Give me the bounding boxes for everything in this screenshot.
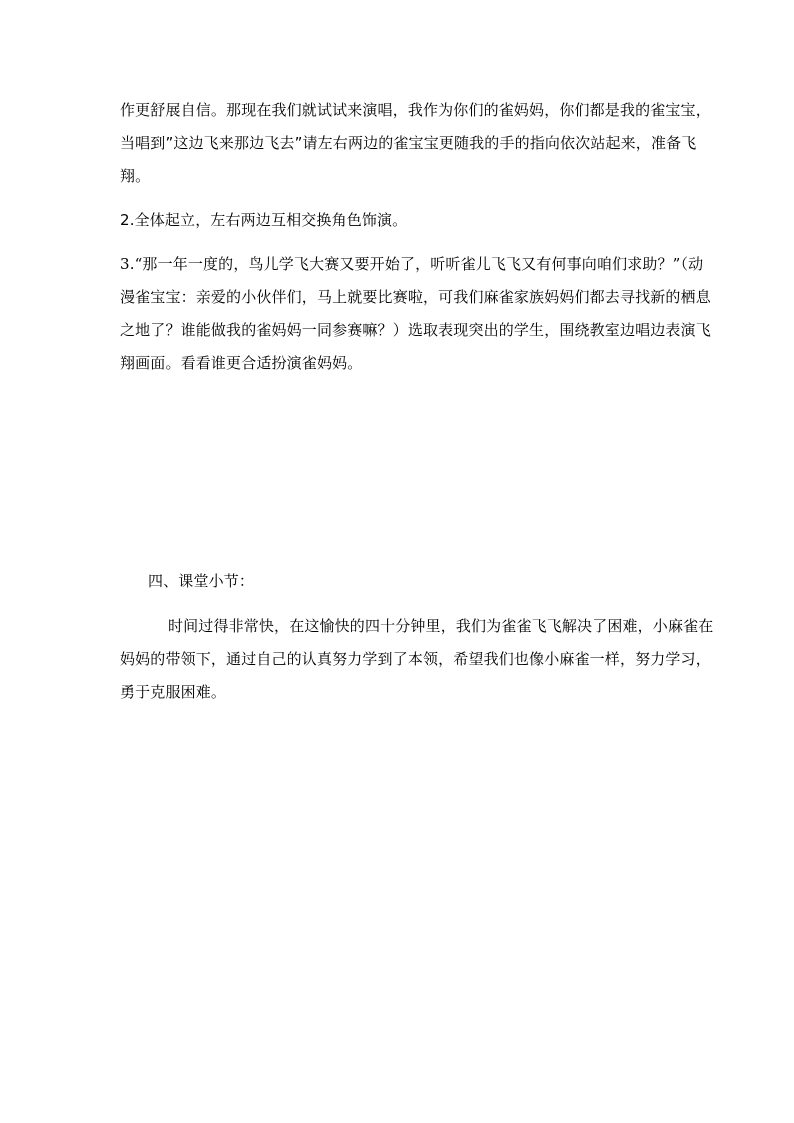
list-item-2: 2.全体起立，左右两边互相交换角色饰演。 <box>120 211 408 229</box>
paragraph-line: 妈妈的带领下，通过自己的认真努力学到了本领，希望我们也像小麻雀一样，努力学习， <box>120 650 711 668</box>
list-item-3-line: 3.“那一年一度的，鸟儿学飞大赛又要开始了，听听雀儿飞飞又有何事向咱们求助？”（动 <box>120 255 704 273</box>
list-item-3-line: 漫雀宝宝：亲爱的小伙伴们，马上就要比赛啦，可我们麻雀家族妈妈们都去寻找新的栖息 <box>120 288 711 306</box>
section-heading: 四、课堂小节： <box>148 572 255 590</box>
paragraph-line: 翔。 <box>120 167 151 185</box>
list-item-3-line: 翔画面。看看谁更合适扮演雀妈妈。 <box>120 354 363 372</box>
list-item-3-line: 之地了？谁能做我的雀妈妈一同参赛嘛？）选取表现突出的学生，围绕教室边唱边表演飞 <box>120 321 711 339</box>
paragraph-line: 当唱到”这边飞来那边飞去”请左右两边的雀宝宝更随我的手的指向依次站起来，准备飞 <box>120 134 697 152</box>
paragraph-line: 时间过得非常快，在这愉快的四十分钟里，我们为雀雀飞飞解决了困难，小麻雀在 <box>168 617 714 635</box>
paragraph-line: 作更舒展自信。那现在我们就试试来演唱，我作为你们的雀妈妈，你们都是我的雀宝宝， <box>120 101 711 119</box>
paragraph-line: 勇于克服困难。 <box>120 683 227 701</box>
